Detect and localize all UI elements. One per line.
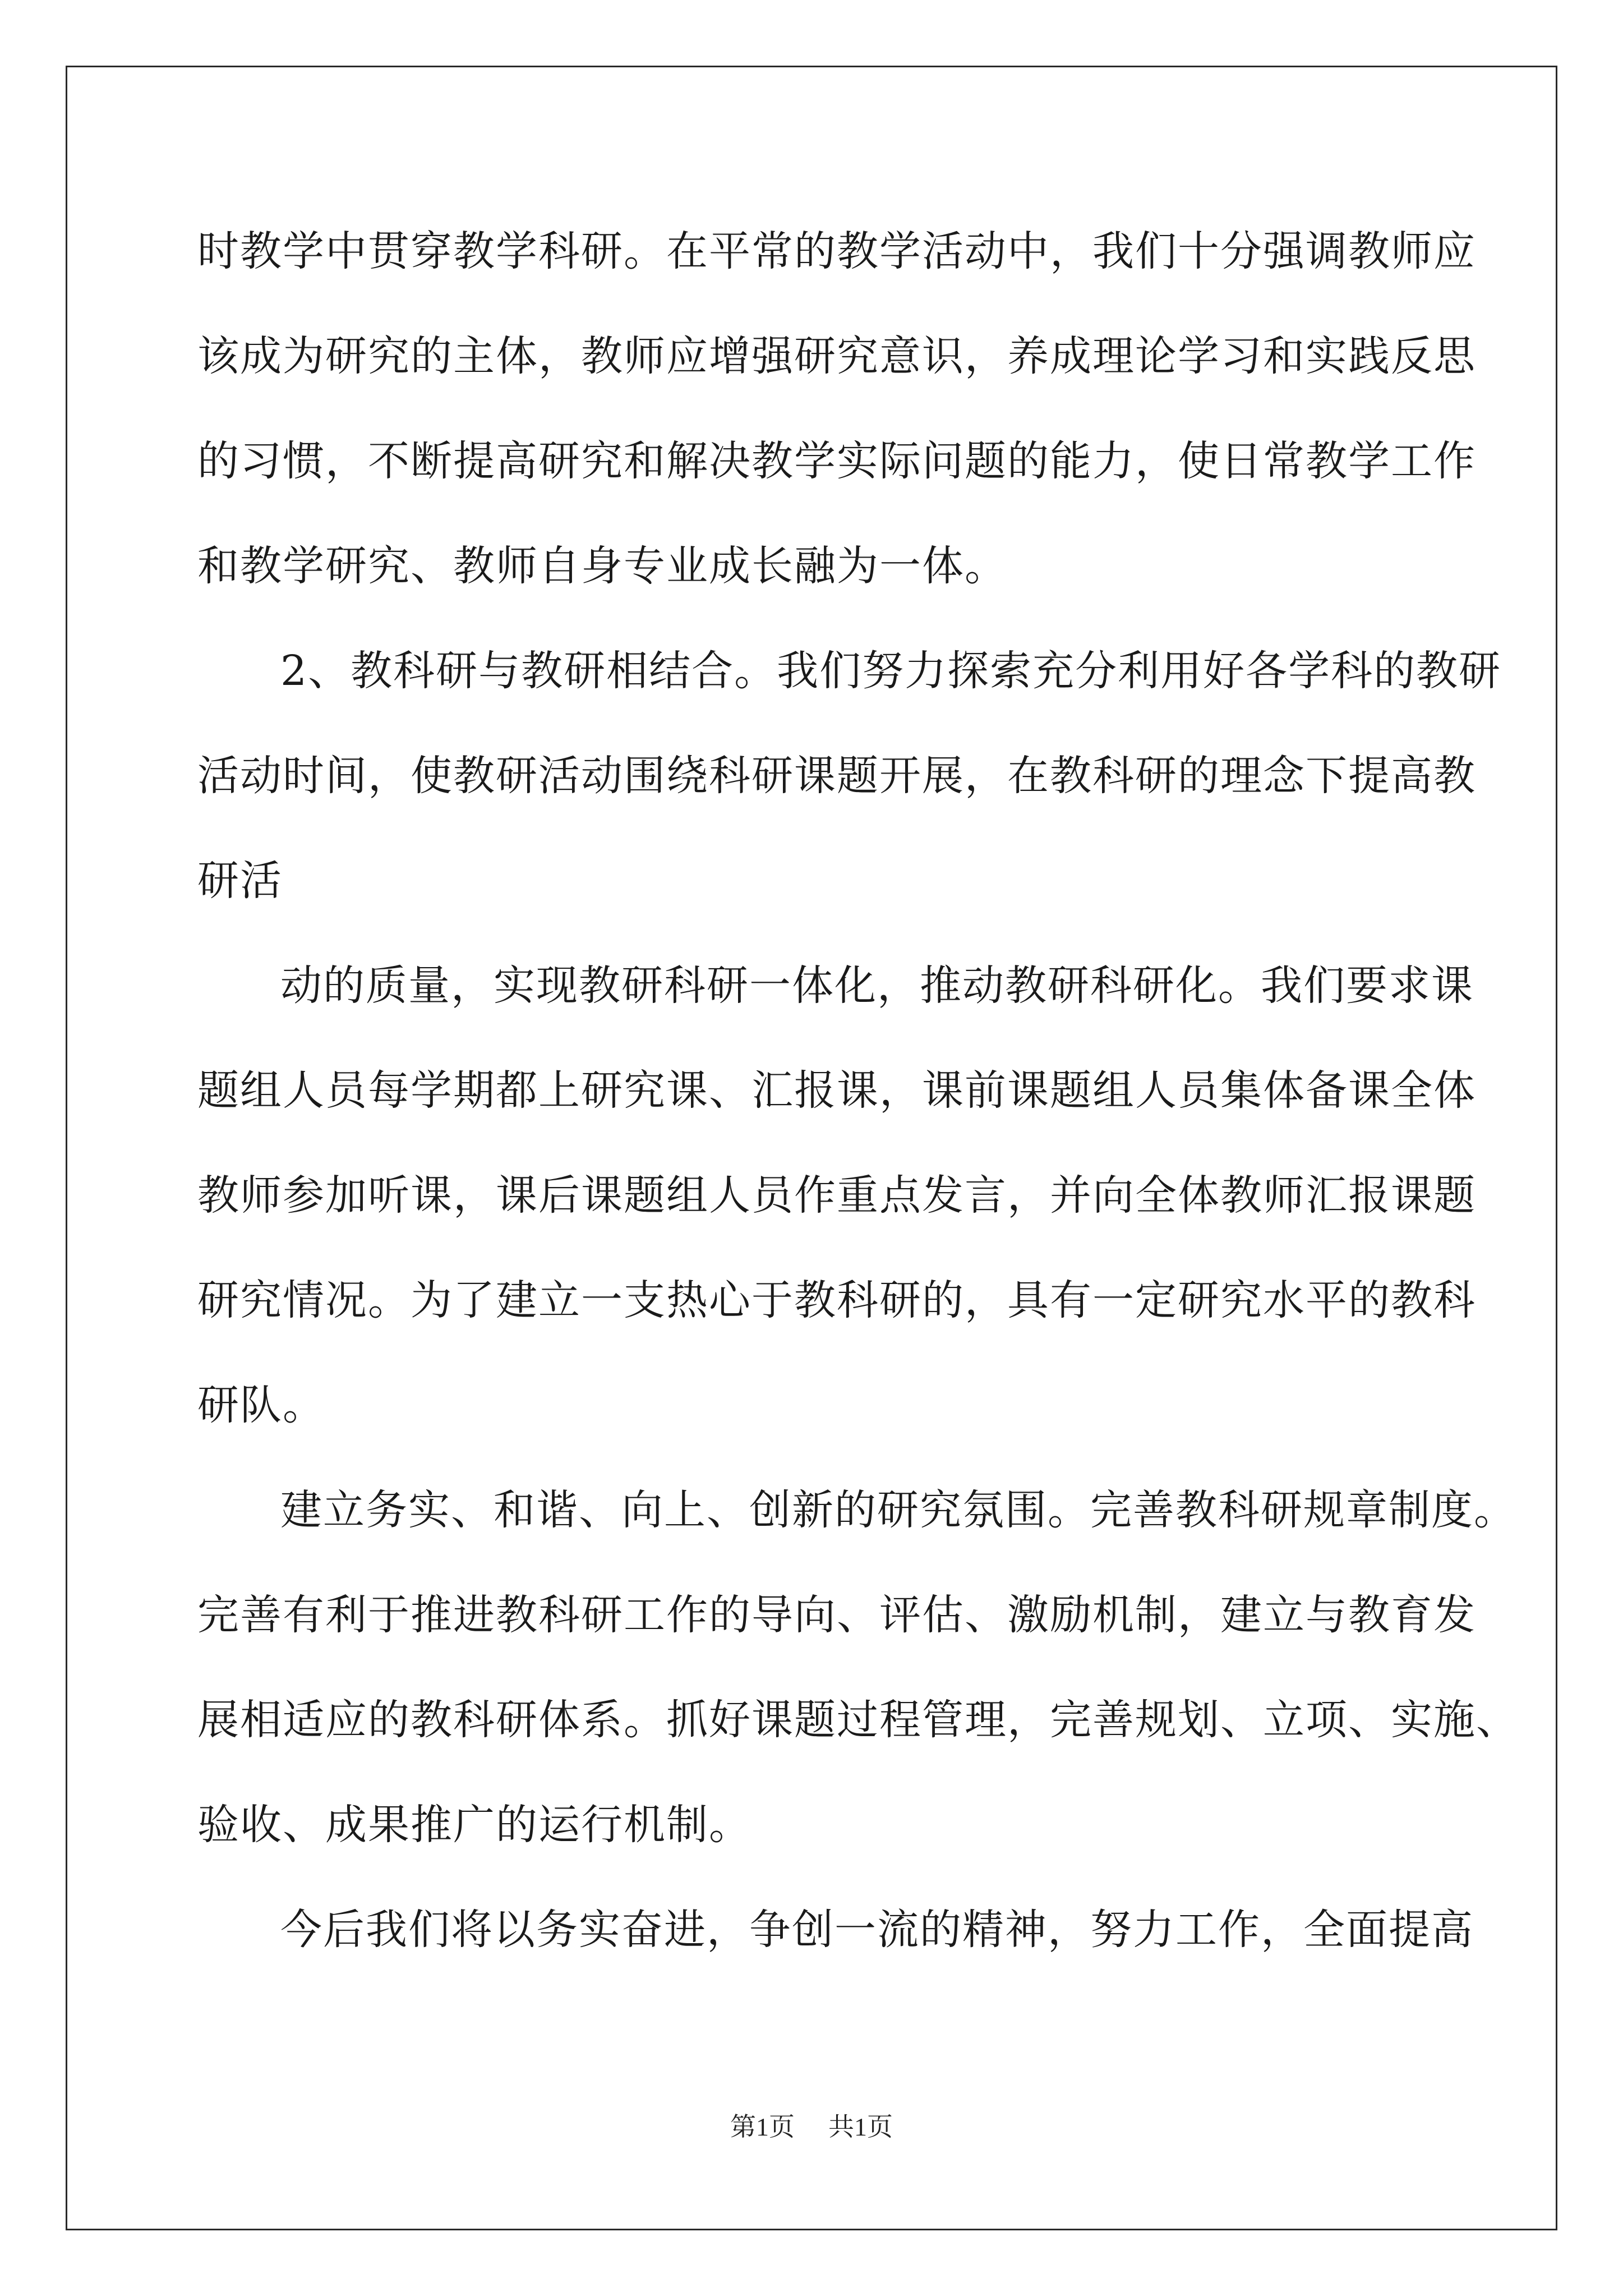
text-line: 活动时间，使教研活动围绕科研课题开展，在教科研的理念下提高教 [197,752,1476,800]
text-line: 的习惯，不断提高研究和解决教学实际问题的能力，使日常教学工作 [197,437,1476,485]
text-line: 研活 [197,857,283,905]
text-line: 题组人员每学期都上研究课、汇报课，课前课题组人员集体备课全体 [197,1066,1476,1115]
text-line: 今后我们将以务实奋进，争创一流的精神，努力工作，全面提高 [280,1906,1474,1954]
text-line: 2、教科研与教研相结合。我们努力探索充分利用好各学科的教研 [280,647,1502,695]
text-line: 展相适应的教科研体系。抓好课题过程管理，完善规划、立项、实施、 [197,1696,1519,1744]
text-line: 验收、成果推广的运行机制。 [197,1801,751,1849]
text-line: 建立务实、和谐、向上、创新的研究氛围。完善教科研规章制度。 [280,1486,1516,1534]
page-footer [0,2110,1623,2144]
text-line: 动的质量，实现教研科研一体化，推动教研科研化。我们要求课 [280,961,1474,1010]
text-line: 时教学中贯穿教学科研。在平常的教学活动中，我们十分强调教师应 [197,227,1476,275]
text-line: 和教学研究、教师自身专业成长融为一体。 [197,542,1007,590]
text-line: 完善有利于推进教科研工作的导向、评估、激励机制，建立与教育发 [197,1591,1476,1639]
text-line: 该成为研究的主体，教师应增强研究意识，养成理论学习和实践反思 [197,332,1476,380]
page-number: 第1页 [730,2113,795,2141]
text-line: 研究情况。为了建立一支热心于教科研的，具有一定研究水平的教科 [197,1276,1476,1324]
text-line: 研队。 [197,1381,325,1429]
page-total: 共1页 [828,2113,893,2141]
text-line: 教师参加听课，课后课题组人员作重点发言，并向全体教师汇报课题 [197,1171,1476,1220]
